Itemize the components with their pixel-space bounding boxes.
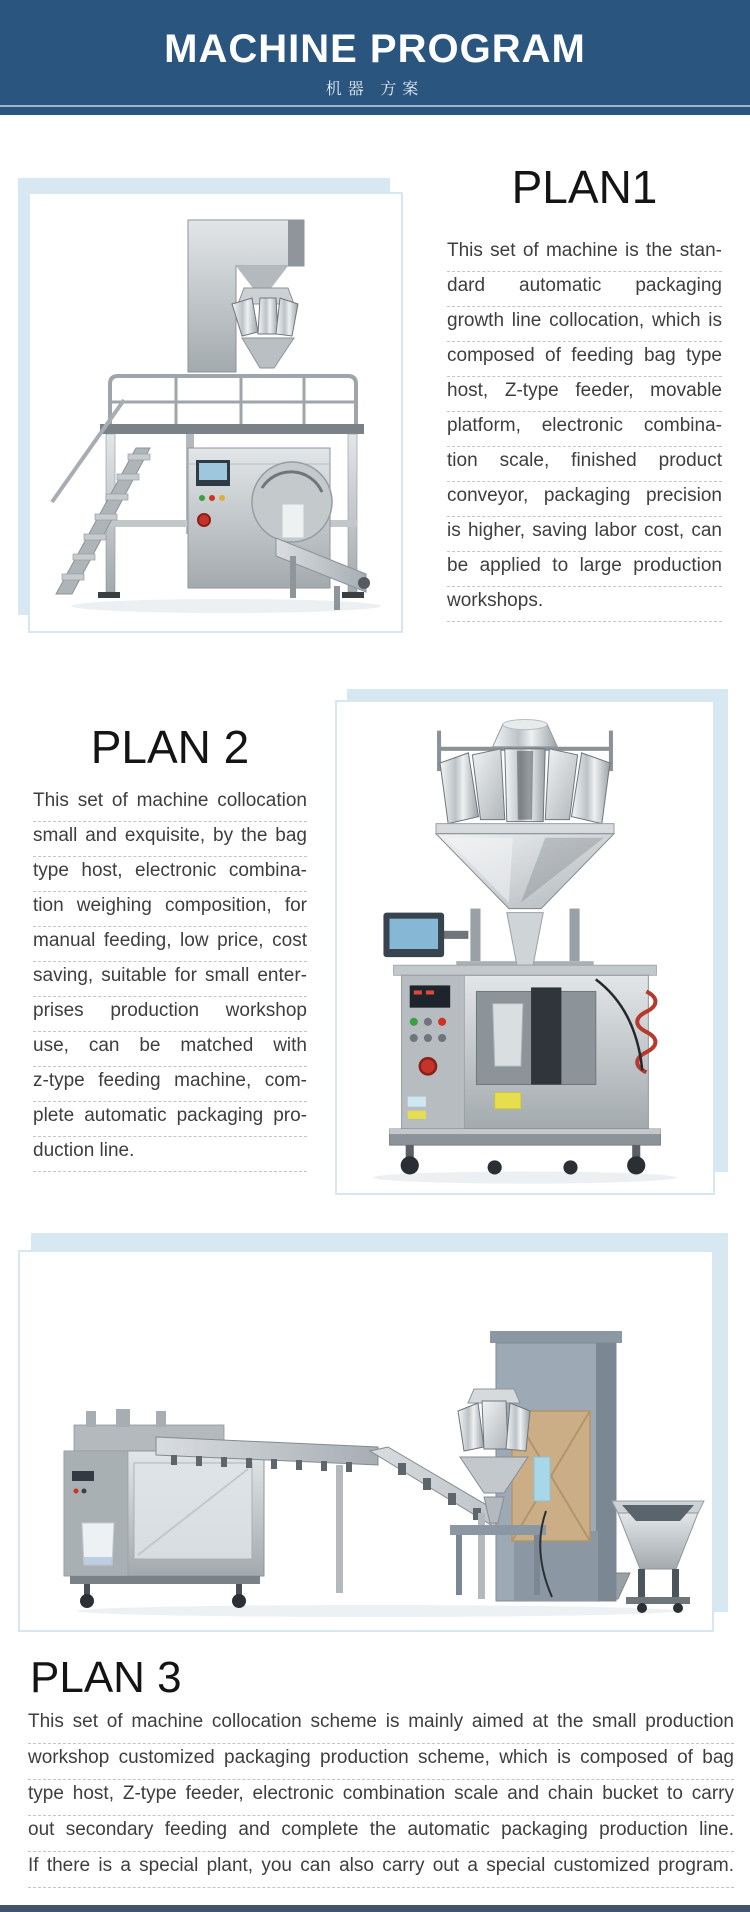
plan3-description [28, 1708, 734, 1888]
plan1-weigher [232, 288, 298, 368]
plan1-photo-card [28, 192, 403, 633]
plan2-text-line: z-type feeding machine, com- [33, 1067, 307, 1102]
plan1-text-line: This set of machine is the stan- [447, 237, 722, 272]
header-divider-line [0, 105, 750, 107]
plan3-text-line: If there is a special plant, you can also carry out a special customized program. [28, 1852, 734, 1888]
plan2-text-line: saving, suitable for small enter- [33, 962, 307, 997]
plan3-machine-illustration [26, 1260, 706, 1622]
plan1-text-line: workshops. [447, 587, 722, 622]
page-title: MACHINE PROGRAM [164, 27, 586, 71]
plan2-text-line: prises production workshop [33, 997, 307, 1032]
footer-bar [0, 1905, 750, 1912]
plan1-text-line: growth line collocation, which is [447, 307, 722, 342]
plan1-text-line: composed of feeding bag type [447, 342, 722, 377]
plan2-text-line: manual feeding, low price, cost [33, 927, 307, 962]
plan2-photo-card [335, 700, 715, 1195]
plan1-text-line: tion scale, finished product [447, 447, 722, 482]
plan1-text-line: host, Z-type feeder, movable [447, 377, 722, 412]
plan1-text-line: conveyor, packaging precision [447, 482, 722, 517]
plan2-text-line: This set of machine collocation [33, 787, 307, 822]
plan1-text-line: platform, electronic combina- [447, 412, 722, 447]
plan2-text-line: duction line. [33, 1137, 307, 1172]
plan2-machine-illustration [343, 710, 707, 1186]
plan1-text-line: dard automatic packaging [447, 272, 722, 307]
header-banner [0, 0, 750, 115]
plan1-machine-illustration [36, 202, 396, 622]
plan3-text-line: This set of machine collocation scheme is mainly aimed at the small production [28, 1708, 734, 1744]
plan2-text-line: tion weighing composition, for [33, 892, 307, 927]
plan2-title: PLAN 2 [90, 721, 250, 773]
plan1-text-line: be applied to large production [447, 552, 722, 587]
plan2-text-line: type host, electronic combina- [33, 857, 307, 892]
plan2-text-line: plete automatic packaging pro- [33, 1102, 307, 1137]
plan2-description [33, 787, 307, 1172]
plan1-text-line: is higher, saving labor cost, can [447, 517, 722, 552]
plan3-title: PLAN 3 [30, 1653, 182, 1702]
plan3-text-line: workshop customized packaging production scheme, which is composed of bag [28, 1744, 734, 1780]
plan3-text-line: out secondary feeding and complete the automatic packaging production line. [28, 1816, 734, 1852]
plan3-photo-card [18, 1250, 714, 1632]
plan2-weigher-heads [440, 749, 610, 824]
plan2-text-line: small and exquisite, by the bag [33, 822, 307, 857]
plan2-text-line: use, can be matched with [33, 1032, 307, 1067]
page-subtitle-chinese: 机器 方案 [325, 81, 425, 98]
plan1-title: PLAN1 [511, 161, 658, 213]
plan1-description [447, 237, 722, 622]
plan3-text-line: type host, Z-type feeder, electronic combination scale and chain bucket to carry [28, 1780, 734, 1816]
plan3-feed-hopper [612, 1501, 704, 1613]
